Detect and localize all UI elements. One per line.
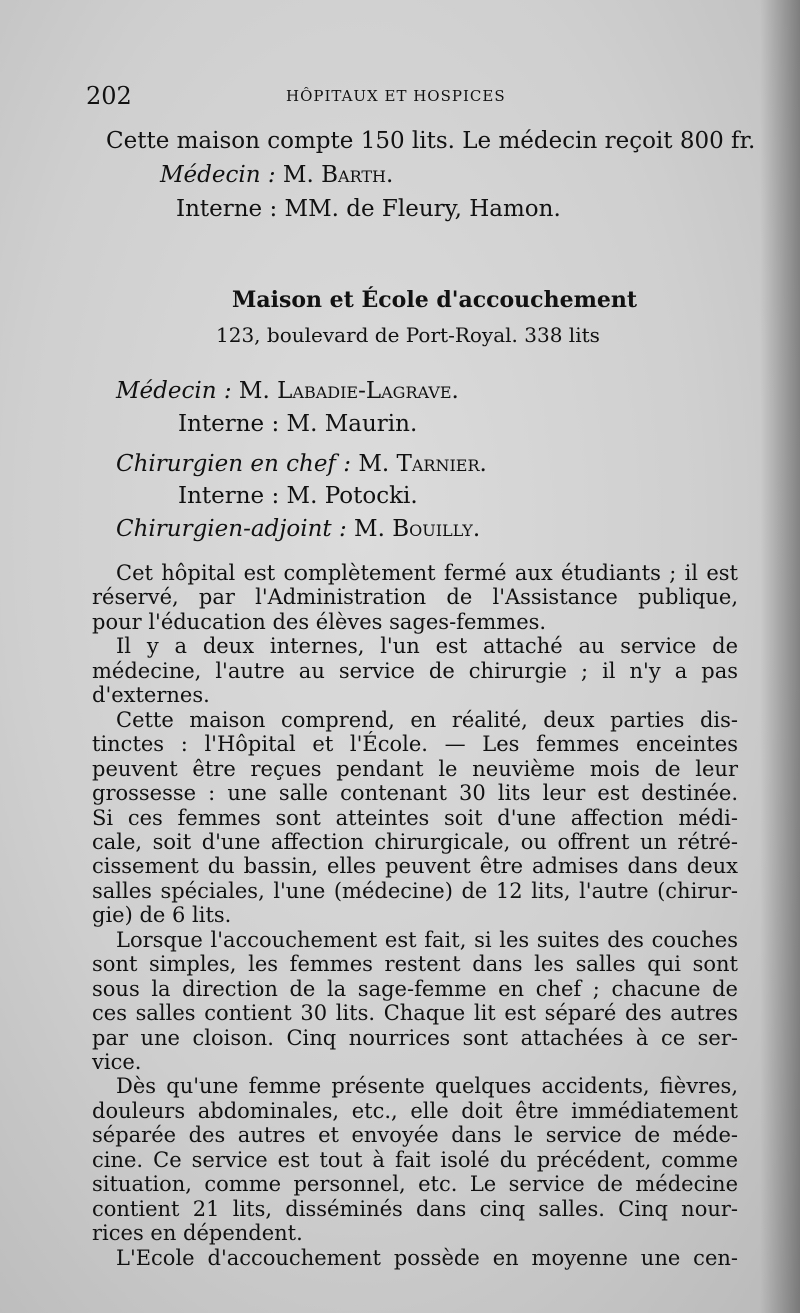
- body-line: grossesse : une salle contenant 30 lits leur est destinée.: [92, 781, 738, 806]
- staff-adjoint-line: [116, 516, 480, 542]
- body-line: Il y a deux internes, l'un est attaché au service de: [116, 634, 738, 659]
- body-line: Cette maison comprend, en réalité, deux parties dis-: [116, 707, 738, 732]
- body-line: cine. Ce service est tout à fait isolé du précédent, comme: [92, 1147, 738, 1172]
- body-line: cissement du bassin, elles peuvent être admises dans deux: [92, 854, 738, 879]
- chirurgien-title: M.: [358, 451, 390, 477]
- staff-medecin-label: Médecin :: [116, 378, 232, 404]
- section-heading: Maison et École d'accouchement: [232, 287, 638, 313]
- page-header: [86, 82, 726, 112]
- body-line: réservé, par l'Administration de l'Assistance publique,: [92, 585, 738, 610]
- staff-chirurgien-line: [116, 451, 487, 477]
- body-line: contient 21 lits, disséminés dans cinq salles. Cinq nour-: [92, 1196, 738, 1221]
- staff-interne1-line: Interne : M. Maurin.: [178, 411, 418, 437]
- medecin-label: Médecin :: [160, 162, 276, 188]
- body-line: peuvent être reçues pendant le neuvième mois de leur: [92, 756, 738, 781]
- adjoint-name: Bouilly.: [392, 516, 481, 542]
- body-line: pour l'éducation des élèves sages-femmes.: [92, 609, 547, 634]
- body-line: cale, soit d'une affection chirurgicale, ou offrent un rétré-: [92, 829, 738, 854]
- intro-line: Cette maison compte 150 lits. Le médecin reçoit 800 fr.: [106, 128, 756, 154]
- body-line: Dès qu'une femme présente quelques accidents, fièvres,: [116, 1074, 738, 1099]
- adjoint-label: Chirurgien-adjoint :: [116, 516, 347, 542]
- body-line: par une cloison. Cinq nourrices sont attachées à ce ser-: [92, 1025, 738, 1050]
- body-line: Cet hôpital est complètement fermé aux étudiants ; il est: [116, 561, 738, 585]
- medecin-name: Barth.: [321, 162, 394, 188]
- page-edge-shadow: [760, 0, 800, 1313]
- staff-medecin-title: M.: [238, 378, 270, 404]
- body-line: sont simples, les femmes restent dans les salles qui sont: [92, 952, 738, 977]
- running-title: HÔPITAUX ET HOSPICES: [286, 87, 506, 105]
- body-line: gie) de 6 lits.: [92, 903, 232, 928]
- body-line: rices en dépendent.: [92, 1221, 303, 1246]
- body-line: ces salles contient 30 lits. Chaque lit est séparé des autres: [92, 1001, 738, 1026]
- body-line: douleurs abdominales, etc., elle doit être immédiatement: [92, 1098, 738, 1123]
- body-line: d'externes.: [92, 683, 210, 708]
- body-line: séparée des autres et envoyée dans le service de méde-: [92, 1123, 738, 1148]
- staff-interne2-line: Interne : M. Potocki.: [178, 483, 418, 509]
- adjoint-title: M.: [354, 516, 385, 542]
- body-line: vice.: [92, 1050, 142, 1074]
- body-line: sous la direction de la sage-femme en chef ; chacune de: [92, 976, 738, 1001]
- section-address: 123, boulevard de Port-Royal. 338 lits: [216, 323, 600, 347]
- staff-medecin-name: Labadie-Lagrave.: [277, 378, 459, 404]
- intro-interne-line: Interne : MM. de Fleury, Hamon.: [176, 196, 561, 222]
- body-line: situation, comme personnel, etc. Le service de médecine: [92, 1172, 738, 1197]
- body-line: Lorsque l'accouchement est fait, si les suites des couches: [116, 927, 738, 952]
- body-line: médecine, l'autre au service de chirurgie ; il n'y a pas: [92, 658, 738, 683]
- medecin-title: M.: [282, 162, 314, 188]
- page-number: 202: [86, 82, 132, 110]
- staff-medecin-line: [116, 378, 459, 404]
- intro-medecin-line: [160, 162, 393, 188]
- body-line: L'Ecole d'accouchement possède en moyenne une cen-: [116, 1245, 738, 1270]
- body-line: tinctes : l'Hôpital et l'École. — Les femmes enceintes: [92, 732, 738, 757]
- body-line: salles spéciales, l'une (médecine) de 12 lits, l'autre (chirur-: [92, 878, 738, 903]
- body-line: Si ces femmes sont atteintes soit d'une affection médi-: [92, 805, 738, 830]
- chirurgien-label: Chirurgien en chef :: [116, 451, 351, 477]
- chirurgien-name: Tarnier.: [396, 451, 487, 477]
